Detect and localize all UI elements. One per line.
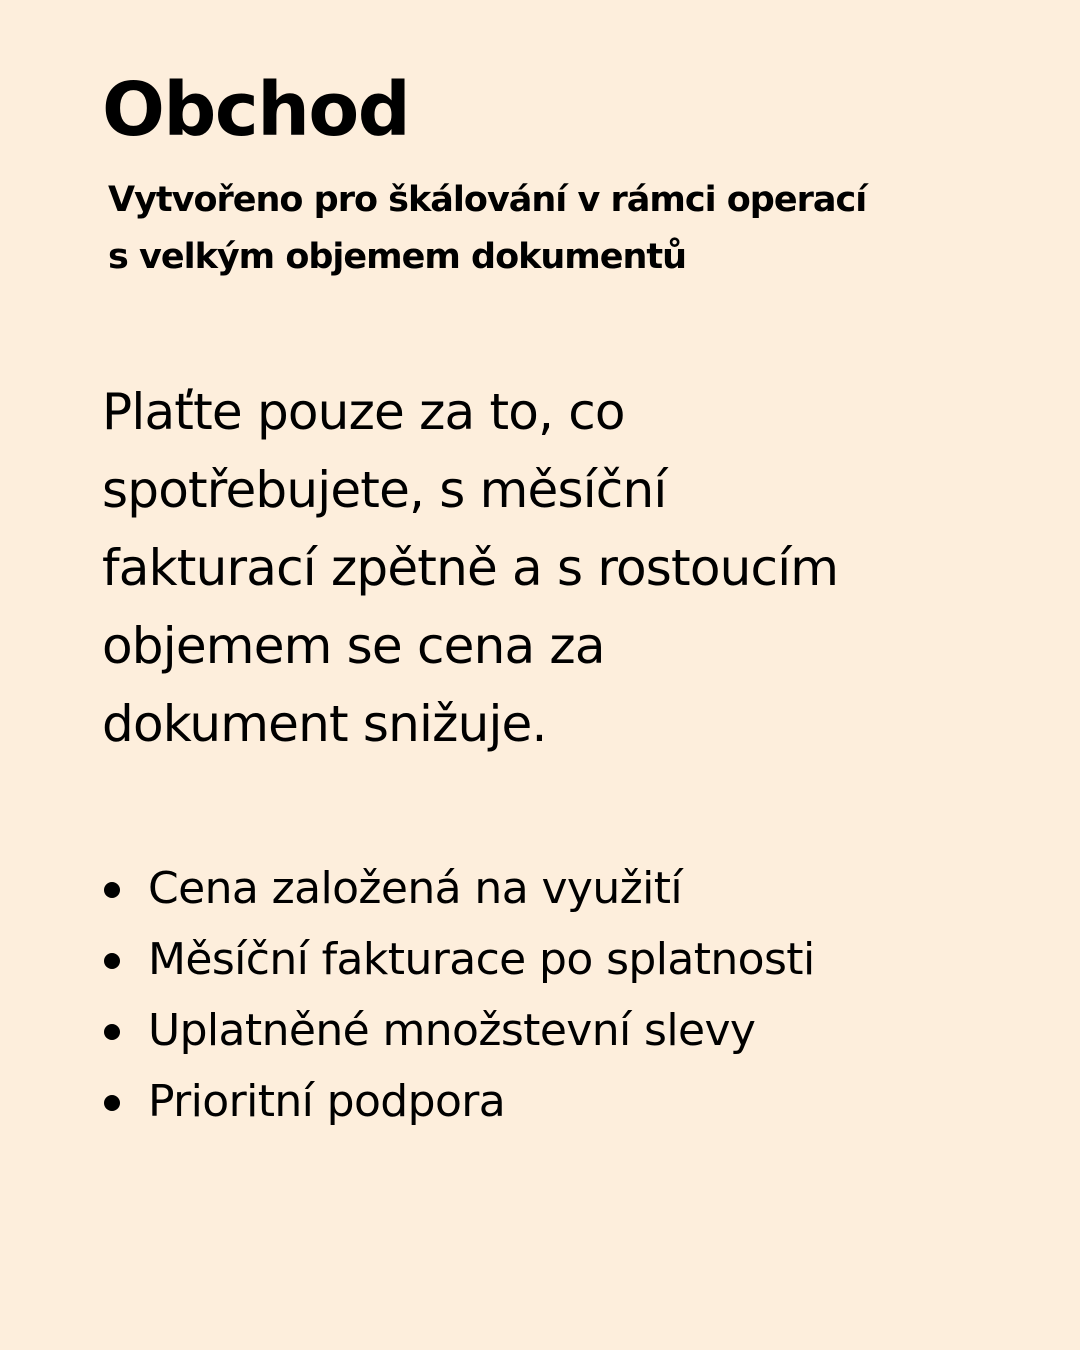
- feature-item: [102, 1066, 1022, 1137]
- feature-item: [102, 853, 1022, 924]
- feature-label: Cena založená na využití: [148, 863, 683, 914]
- subtitle-line: s velkým objemem dokumentů: [108, 237, 687, 277]
- bullet-dot-icon: [104, 1024, 120, 1040]
- subtitle-line: Vytvořeno pro škálování v rámci operací: [108, 180, 867, 220]
- feature-label: Uplatněné množstevní slevy: [148, 1005, 756, 1056]
- page-title: Obchod: [102, 67, 410, 153]
- description-paragraph: [102, 373, 1022, 763]
- description-line: spotřebujete, s měsíční: [102, 461, 667, 519]
- description-line: objemem se cena za: [102, 617, 605, 675]
- description-line: fakturací zpětně a s rostoucím: [102, 539, 839, 597]
- feature-label: Prioritní podpora: [148, 1076, 506, 1127]
- feature-list: [102, 853, 1022, 1137]
- feature-item: [102, 924, 1022, 995]
- bullet-dot-icon: [104, 953, 120, 969]
- feature-label: Měsíční fakturace po splatnosti: [148, 934, 815, 985]
- description-line: Plaťte pouze za to, co: [102, 383, 625, 441]
- feature-item: [102, 995, 1022, 1066]
- bullet-dot-icon: [104, 1095, 120, 1111]
- subtitle: [108, 172, 1008, 286]
- bullet-dot-icon: [104, 882, 120, 898]
- description-line: dokument snižuje.: [102, 695, 547, 753]
